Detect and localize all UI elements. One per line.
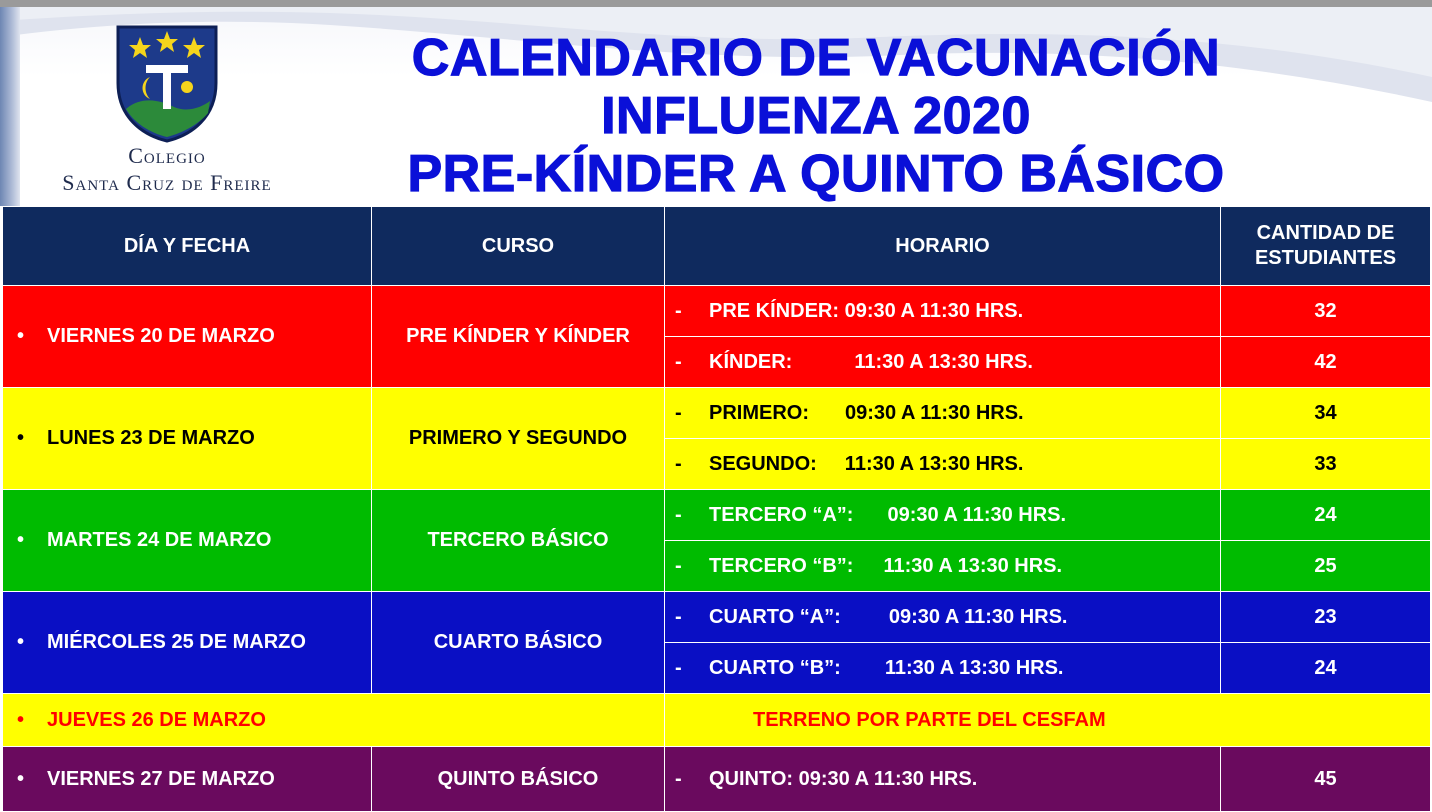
- date-text: MARTES 24 DE MARZO: [47, 529, 272, 551]
- column-header-date: DÍA Y FECHA: [3, 207, 372, 286]
- slot-label: KÍNDER:: [709, 350, 793, 373]
- title-line3: PRE-KÍNDER A QUINTO BÁSICO: [407, 145, 1225, 203]
- date-cell: [3, 388, 372, 490]
- schedule-cell: [665, 541, 1221, 592]
- dash-marker: -: [675, 605, 682, 628]
- school-name-line1: Colegio: [128, 143, 206, 168]
- table-row: [3, 592, 1431, 643]
- title-line2: INFLUENZA 2020: [601, 87, 1031, 145]
- schedule-cell: [665, 490, 1221, 541]
- left-decorative-band: [0, 7, 20, 206]
- vaccination-schedule-table: [2, 206, 1431, 812]
- slot-label: PRIMERO:: [709, 401, 809, 424]
- quantity-cell: 25: [1221, 541, 1431, 592]
- table-row: [3, 286, 1431, 337]
- quantity-cell: 24: [1221, 490, 1431, 541]
- table-header-row: [3, 207, 1431, 286]
- slot-time: 11:30 A 13:30 HRS.: [854, 350, 1033, 373]
- date-cell: [3, 490, 372, 592]
- course-cell: TERCERO BÁSICO: [372, 490, 665, 592]
- quantity-cell: 34: [1221, 388, 1431, 439]
- bullet-icon: •: [17, 529, 25, 551]
- table-row: [3, 747, 1431, 812]
- quantity-header-text: CANTIDAD DE ESTUDIANTES: [1254, 222, 1397, 269]
- quantity-cell: 33: [1221, 439, 1431, 490]
- slot-label: CUARTO “B”:: [709, 656, 841, 679]
- holiday-note: TERRENO POR PARTE DEL CESFAM: [665, 694, 1431, 747]
- quantity-cell: 23: [1221, 592, 1431, 643]
- table-row: [3, 388, 1431, 439]
- schedule-cell: [665, 286, 1221, 337]
- quantity-cell: 24: [1221, 643, 1431, 694]
- table-row: [3, 694, 1431, 747]
- slot-label: PRE KÍNDER:: [709, 299, 840, 322]
- schedule-cell: [665, 388, 1221, 439]
- schedule-cell: [665, 439, 1221, 490]
- slot-time: 11:30 A 13:30 HRS.: [883, 554, 1063, 577]
- slot-label: SEGUNDO:: [709, 452, 817, 475]
- quantity-cell: 45: [1221, 747, 1431, 812]
- date-text: MIÉRCOLES 25 DE MARZO: [47, 631, 306, 653]
- column-header-course: CURSO: [372, 207, 665, 286]
- course-cell: CUARTO BÁSICO: [372, 592, 665, 694]
- course-cell: PRE KÍNDER Y KÍNDER: [372, 286, 665, 388]
- date-cell: [3, 592, 372, 694]
- date-text: VIERNES 27 DE MARZO: [47, 767, 275, 790]
- dash-marker: -: [675, 299, 682, 322]
- dash-marker: -: [675, 767, 682, 790]
- school-name: [48, 142, 286, 196]
- slot-label: CUARTO “A”:: [709, 605, 841, 628]
- slot-time: 11:30 A 13:30 HRS.: [884, 656, 1064, 679]
- quantity-cell: 42: [1221, 337, 1431, 388]
- slot-time: 09:30 A 11:30 HRS.: [844, 299, 1024, 322]
- dash-marker: -: [675, 554, 682, 577]
- bullet-icon: •: [17, 325, 25, 347]
- schedule-cell: [665, 747, 1221, 812]
- slot-label: TERCERO “B”:: [709, 554, 854, 577]
- slot-time: 09:30 A 11:30 HRS.: [845, 401, 1024, 424]
- slot-time: 11:30 A 13:30 HRS.: [844, 452, 1024, 475]
- bullet-icon: •: [17, 631, 25, 653]
- page-title: [300, 29, 1332, 203]
- title-line1: CALENDARIO DE VACUNACIÓN: [411, 29, 1221, 87]
- school-crest-logo: [112, 21, 222, 143]
- date-cell: [3, 747, 372, 812]
- bullet-icon: •: [17, 708, 25, 731]
- slot-label: QUINTO:: [709, 767, 794, 790]
- page-header: [0, 7, 1432, 206]
- slot-label: TERCERO “A”:: [709, 503, 854, 526]
- dash-marker: -: [675, 401, 682, 424]
- dash-marker: -: [675, 452, 682, 475]
- date-cell: [3, 694, 665, 747]
- quantity-cell: 32: [1221, 286, 1431, 337]
- schedule-cell: [665, 337, 1221, 388]
- bullet-icon: •: [17, 427, 25, 449]
- top-border: [0, 0, 1432, 7]
- dash-marker: -: [675, 503, 682, 526]
- dash-marker: -: [675, 350, 682, 373]
- date-text: LUNES 23 DE MARZO: [47, 427, 255, 449]
- schedule-cell: [665, 643, 1221, 694]
- column-header-schedule: HORARIO: [665, 207, 1221, 286]
- schedule-cell: [665, 592, 1221, 643]
- school-name-line2: Santa Cruz de Freire: [62, 170, 272, 195]
- course-cell: PRIMERO Y SEGUNDO: [372, 388, 665, 490]
- slot-time: 09:30 A 11:30 HRS.: [887, 503, 1067, 526]
- slot-time: 09:30 A 11:30 HRS.: [798, 767, 978, 790]
- dash-marker: -: [675, 656, 682, 679]
- date-text: JUEVES 26 DE MARZO: [47, 708, 266, 731]
- column-header-quantity: [1221, 207, 1431, 286]
- table-row: [3, 490, 1431, 541]
- date-text: VIERNES 20 DE MARZO: [47, 325, 275, 347]
- slot-time: 09:30 A 11:30 HRS.: [888, 605, 1068, 628]
- course-cell: QUINTO BÁSICO: [372, 747, 665, 812]
- date-cell: [3, 286, 372, 388]
- bullet-icon: •: [17, 767, 25, 790]
